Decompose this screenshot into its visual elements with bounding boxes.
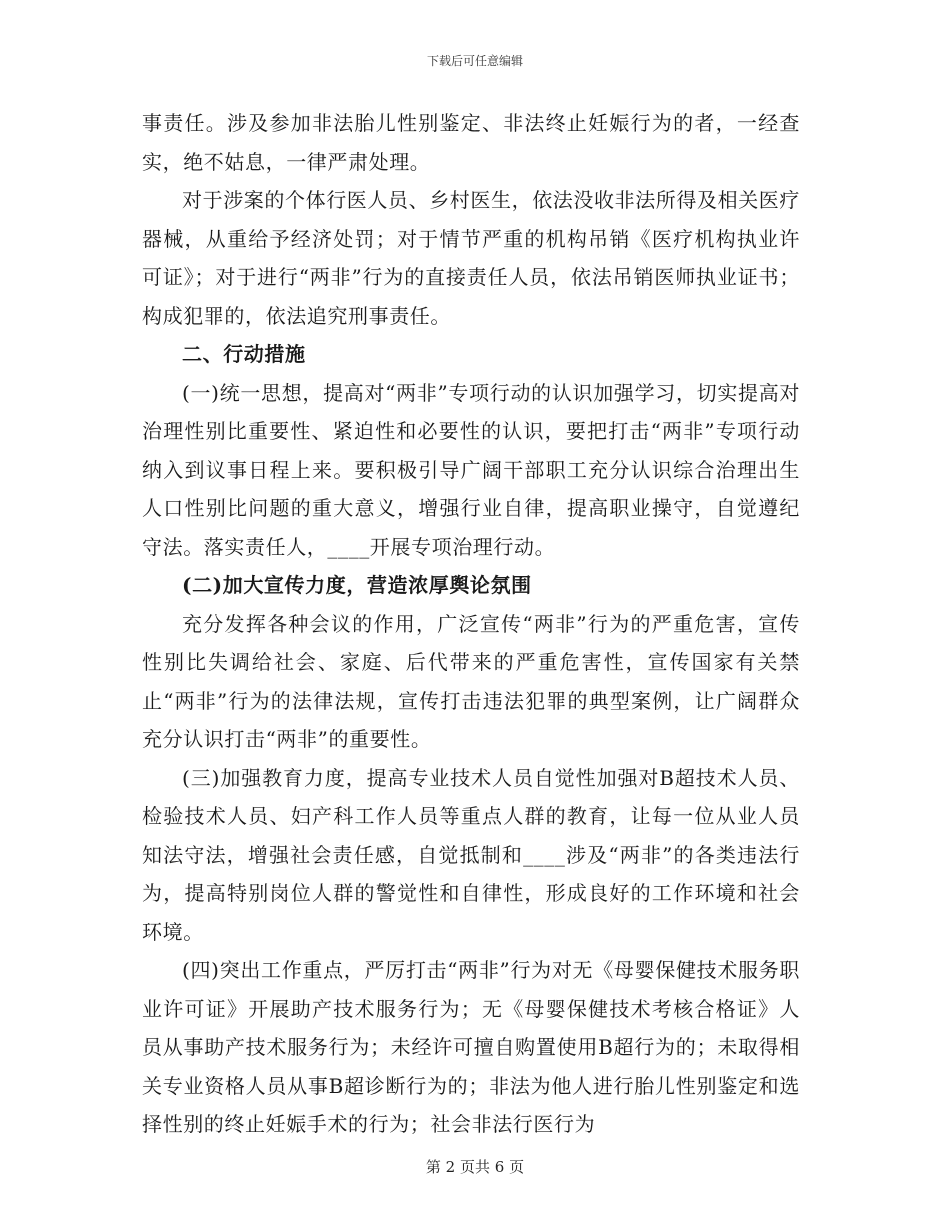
- page-header: 下载后可任意编辑: [426, 54, 523, 68]
- document-body: [142, 104, 800, 1144]
- paragraph-penalties: 对于涉案的个体行医人员、乡村医生，依法没收非法所得及相关医疗器械，从重给予经济处罚；对于情节严重的机构吊销《医疗机构执业许可证》；对于进行“两非”行为的直接责任人员，依法吊销医师执业证书；构成犯罪的，依法追究刑事责任。: [142, 188, 800, 328]
- paragraph-measure-3: (三)加强教育力度，提高专业技术人员自觉性加强对B超技术人员、检验技术人员、妇产科工作人员等重点人群的教育，让每一位从业人员知法守法，增强社会责任感，自觉抵制和____涉及“两非”的各类违法行为，提高特别岗位人群的警觉性和自律性，形成良好的工作环境和社会环境。: [142, 765, 800, 944]
- subheading-measure-2: (二)加大宣传力度，营造浓厚舆论氛围: [182, 573, 532, 597]
- paragraph-publicity: 充分发挥各种会议的作用，广泛宣传“两非”行为的严重危害，宣传性别比失调给社会、家庭、后代带来的严重危害性，宣传国家有关禁止“两非”行为的法律法规，宣传打击违法犯罪的典型案例，让广阔群众充分认识打击“两非”的重要性。: [142, 611, 800, 751]
- paragraph-continuation: 事责任。涉及参加非法胎儿性别鉴定、非法终止妊娠行为的者，一经查实，绝不姑息，一律严肃处理。: [142, 111, 800, 174]
- paragraph-measure-4: (四)突出工作重点，严厉打击“两非”行为对无《母婴保健技术服务职业许可证》开展助产技术服务行为；无《母婴保健技术考核合格证》人员从事助产技术服务行为；未经许可擅自购置使用B超行为的；未取得相关专业资格人员从事B超诊断行为的；非法为他人进行胎儿性别鉴定和选择性别的终止妊娠手术的行为；社会非法行医行为: [142, 958, 800, 1136]
- paragraph-measure-1: (一)统一思想，提高对“两非”专项行动的认识加强学习，切实提高对治理性别比重要性、紧迫性和必要性的认识，要把打击“两非”专项行动纳入到议事日程上来。要积极引导广阔干部职工充分认识综合治理出生人口性别比问题的重大意义，增强行业自律，提高职业操守，自觉遵纪守法。落实责任人，____开展专项治理行动。: [142, 380, 800, 559]
- page-footer: 第 2 页共 6 页: [425, 1158, 525, 1176]
- section-heading-actions: 二、行动措施: [182, 342, 306, 366]
